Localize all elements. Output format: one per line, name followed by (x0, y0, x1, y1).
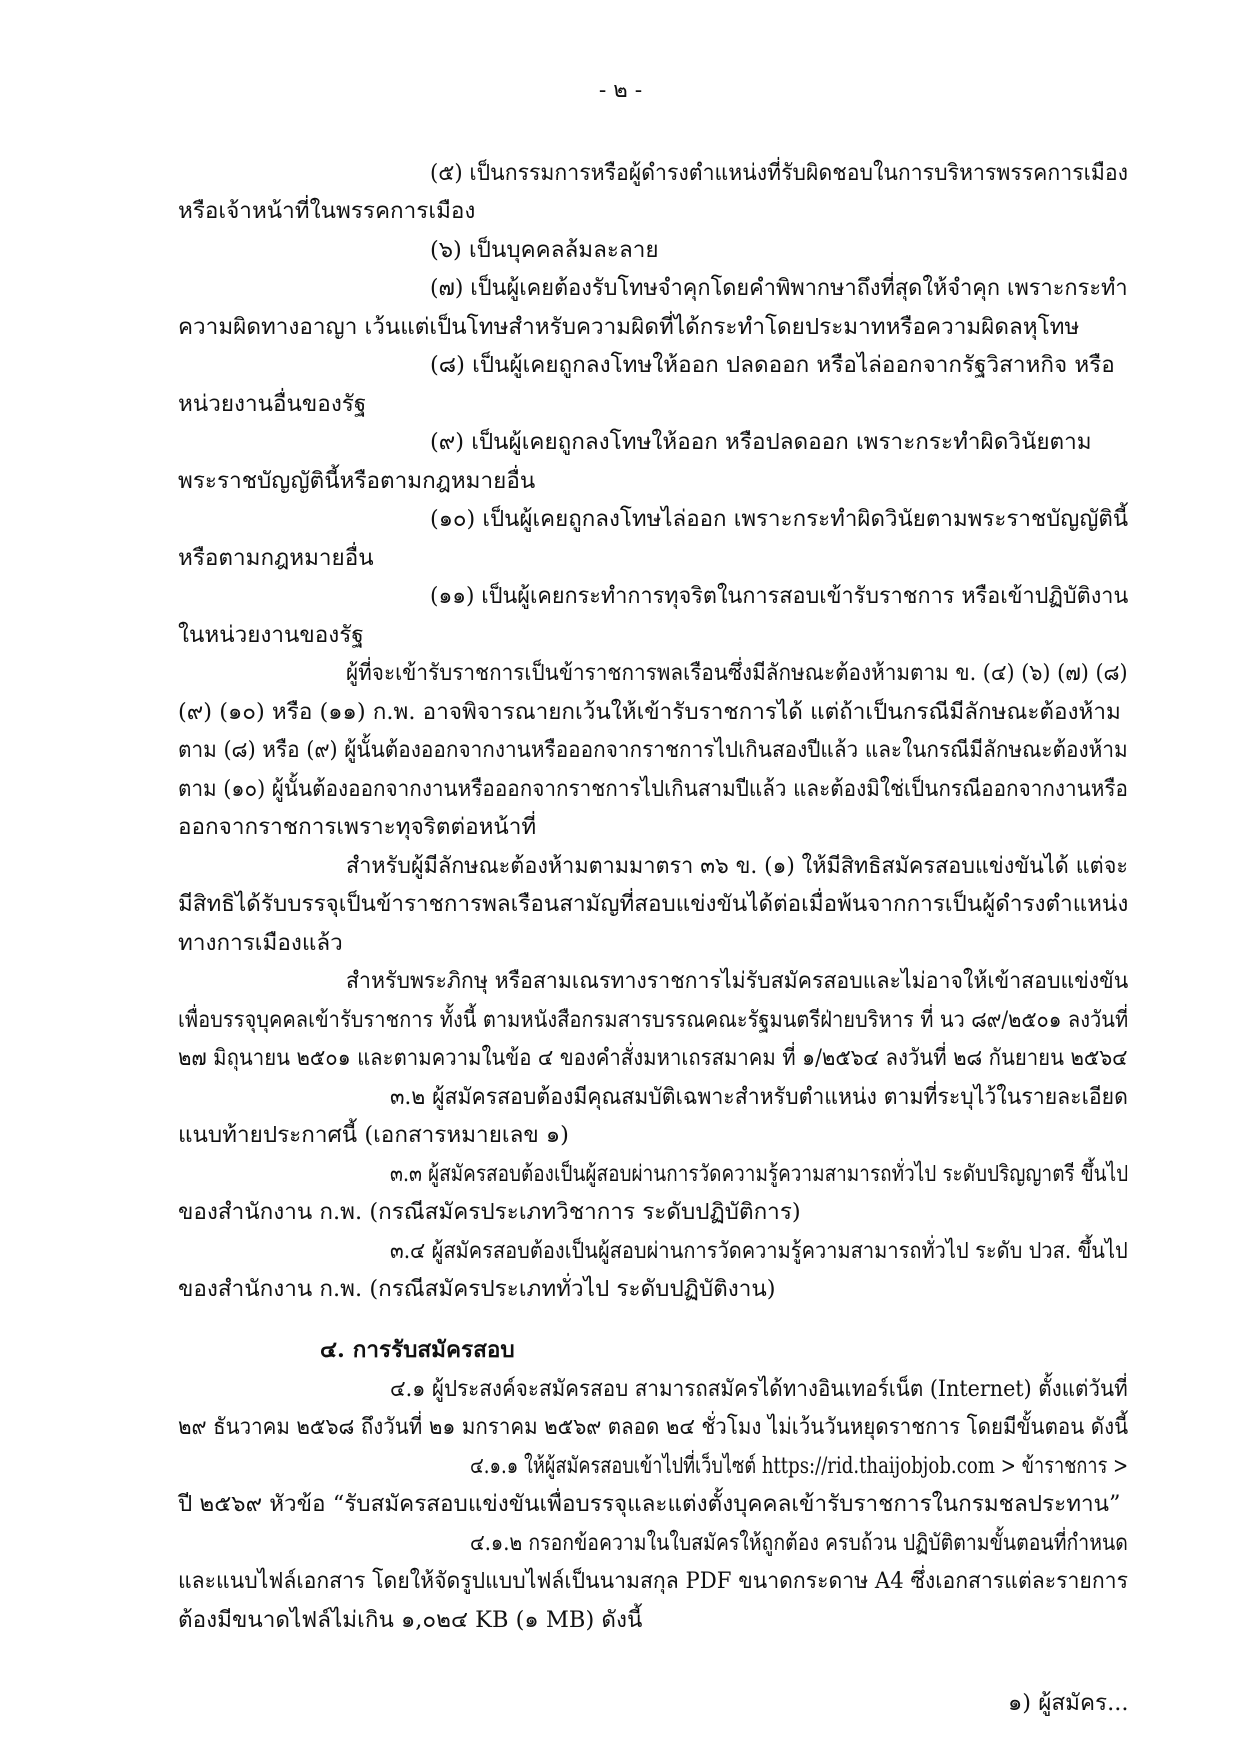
text-line: สำหรับผู้มีลักษณะต้องห้ามตามมาตรา ๓๖ ข. (๑) ให้มีสิทธิสมัครสอบแข่งขันได้ แต่จะ (346, 853, 1129, 879)
text-line: ๒๙ ธันวาคม ๒๕๖๘ ถึงวันที่ ๒๑ มกราคม ๒๕๖๙ ตลอด ๒๔ ชั่วโมง ไม่เว้นวันหยุดราชการ โดยมีขั้นตอน ดังนี้ (178, 1414, 1129, 1440)
text-line: เพื่อบรรจุบุคคลเข้ารับราชการ ทั้งนี้ ตามหนังสือกรมสารบรรณคณะรัฐมนตรีฝ่ายบริหาร ที่ นว ๘๙/๒๕๐๑ ลงวันที่ (178, 1007, 1129, 1033)
page-number: - ๒ - (598, 78, 643, 103)
text-line: (๕) เป็นกรรมการหรือผู้ดำรงตำแหน่งที่รับผิดชอบในการบริหารพรรคการเมือง (430, 160, 1129, 186)
text-line: ของสำนักงาน ก.พ. (กรณีสมัครประเภทวิชาการ ระดับปฏิบัติการ) (178, 1199, 801, 1225)
text-line: ทางการเมืองแล้ว (178, 930, 343, 956)
text-line: ๔.๑.๒ กรอกข้อความในใบสมัครให้ถูกต้อง ครบถ้วน ปฏิบัติตามขั้นตอนที่กำหนด (470, 1530, 1128, 1556)
text-line: (๗) เป็นผู้เคยต้องรับโทษจำคุกโดยคำพิพากษาถึงที่สุดให้จำคุก เพราะกระทำ (430, 275, 1128, 301)
text-line: ผู้ที่จะเข้ารับราชการเป็นข้าราชการพลเรือนซึ่งมีลักษณะต้องห้ามตาม ข. (๔) (๖) (๗) (๘) (346, 660, 1128, 686)
text-line: และแนบไฟล์เอกสาร โดยให้จัดรูปแบบไฟล์เป็นนามสกุล PDF ขนาดกระดาษ A4 ซึ่งเอกสารแต่ละรายการ (178, 1568, 1128, 1594)
text-line: ของสำนักงาน ก.พ. (กรณีสมัครประเภททั่วไป ระดับปฏิบัติงาน) (178, 1276, 776, 1302)
text-line: สำหรับพระภิกษุ หรือสามเณรทางราชการไม่รับสมัครสอบและไม่อาจให้เข้าสอบแข่งขัน (346, 968, 1129, 994)
text-line: ตาม (๘) หรือ (๙) ผู้นั้นต้องออกจากงานหรือออกจากราชการไปเกินสองปีแล้ว และในกรณีมีลักษณะต้องห้าม (178, 737, 1128, 763)
text-line: ตาม (๑๐) ผู้นั้นต้องออกจากงานหรือออกจากราชการไปเกินสามปีแล้ว และต้องมิใช่เป็นกรณีออกจากงานหรือ (178, 776, 1128, 802)
section-heading: ๔. การรับสมัครสอบ (320, 1337, 515, 1363)
text-line: พระราชบัญญัตินี้หรือตามกฎหมายอื่น (178, 468, 536, 494)
text-line: ความผิดทางอาญา เว้นแต่เป็นโทษสำหรับความผิดที่ได้กระทำโดยประมาทหรือความผิดลหุโทษ (178, 314, 1080, 340)
text-line: ๔.๑ ผู้ประสงค์จะสมัครสอบ สามารถสมัครได้ทางอินเทอร์เน็ต (Internet) ตั้งแต่วันที่ (390, 1376, 1128, 1402)
text-line: ๒๗ มิถุนายน ๒๕๐๑ และตามความในข้อ ๔ ของคำสั่งมหาเถรสมาคม ที่ ๑/๒๕๖๔ ลงวันที่ ๒๘ กันยายน ๒๕๖๔ (178, 1045, 1128, 1071)
text-line: (๙) (๑๐) หรือ (๑๑) ก.พ. อาจพิจารณายกเว้นให้เข้ารับราชการได้ แต่ถ้าเป็นกรณีมีลักษณะต้องห้าม (178, 699, 1121, 725)
text-line: ในหน่วยงานของรัฐ (178, 622, 364, 648)
text-line: แนบท้ายประกาศนี้ (เอกสารหมายเลข ๑) (178, 1122, 569, 1148)
text-line: (๑๑) เป็นผู้เคยกระทำการทุจริตในการสอบเข้ารับราชการ หรือเข้าปฏิบัติงาน (430, 583, 1129, 609)
text-line: ๓.๒ ผู้สมัครสอบต้องมีคุณสมบัติเฉพาะสำหรับตำแหน่ง ตามที่ระบุไว้ในรายละเอียด (390, 1084, 1128, 1110)
text-line: (๖) เป็นบุคคลล้มละลาย (430, 237, 659, 263)
text-line: หรือเจ้าหน้าที่ในพรรคการเมือง (178, 198, 476, 224)
text-line: ๓.๓ ผู้สมัครสอบต้องเป็นผู้สอบผ่านการวัดความรู้ความสามารถทั่วไป ระดับปริญญาตรี ขึ้นไป (390, 1161, 1129, 1187)
text-line: ๓.๔ ผู้สมัครสอบต้องเป็นผู้สอบผ่านการวัดความรู้ความสามารถทั่วไป ระดับ ปวส. ขึ้นไป (390, 1238, 1128, 1264)
text-line: ๔.๑.๑ ให้ผู้สมัครสอบเข้าไปที่เว็บไซต์ https://rid.thaijobjob.com > ข้าราชการ > (470, 1453, 1129, 1479)
text-line: ออกจากราชการเพราะทุจริตต่อหน้าที่ (178, 814, 537, 840)
text-line: (๙) เป็นผู้เคยถูกลงโทษให้ออก หรือปลดออก เพราะกระทำผิดวินัยตาม (430, 429, 1092, 455)
text-line: ต้องมีขนาดไฟล์ไม่เกิน ๑,๐๒๔ KB (๑ MB) ดังนี้ (178, 1607, 643, 1633)
text-line: (๑๐) เป็นผู้เคยถูกลงโทษไล่ออก เพราะกระทำผิดวินัยตามพระราชบัญญัตินี้ (430, 506, 1129, 532)
continuation-marker: ๑) ผู้สมัคร... (1008, 1690, 1129, 1716)
text-line: มีสิทธิได้รับบรรจุเป็นข้าราชการพลเรือนสามัญที่สอบแข่งขันได้ต่อเมื่อพ้นจากการเป็นผู้ดำรงตำแหน่ง (178, 891, 1129, 917)
text-line: หรือตามกฎหมายอื่น (178, 545, 374, 571)
text-line: หน่วยงานอื่นของรัฐ (178, 391, 367, 417)
text-line: ปี ๒๕๖๙ หัวข้อ “รับสมัครสอบแข่งขันเพื่อบรรจุและแต่งตั้งบุคคลเข้ารับราชการในกรมชลประทาน” (178, 1491, 1121, 1517)
text-line: (๘) เป็นผู้เคยถูกลงโทษให้ออก ปลดออก หรือไล่ออกจากรัฐวิสาหกิจ หรือ (430, 352, 1115, 378)
